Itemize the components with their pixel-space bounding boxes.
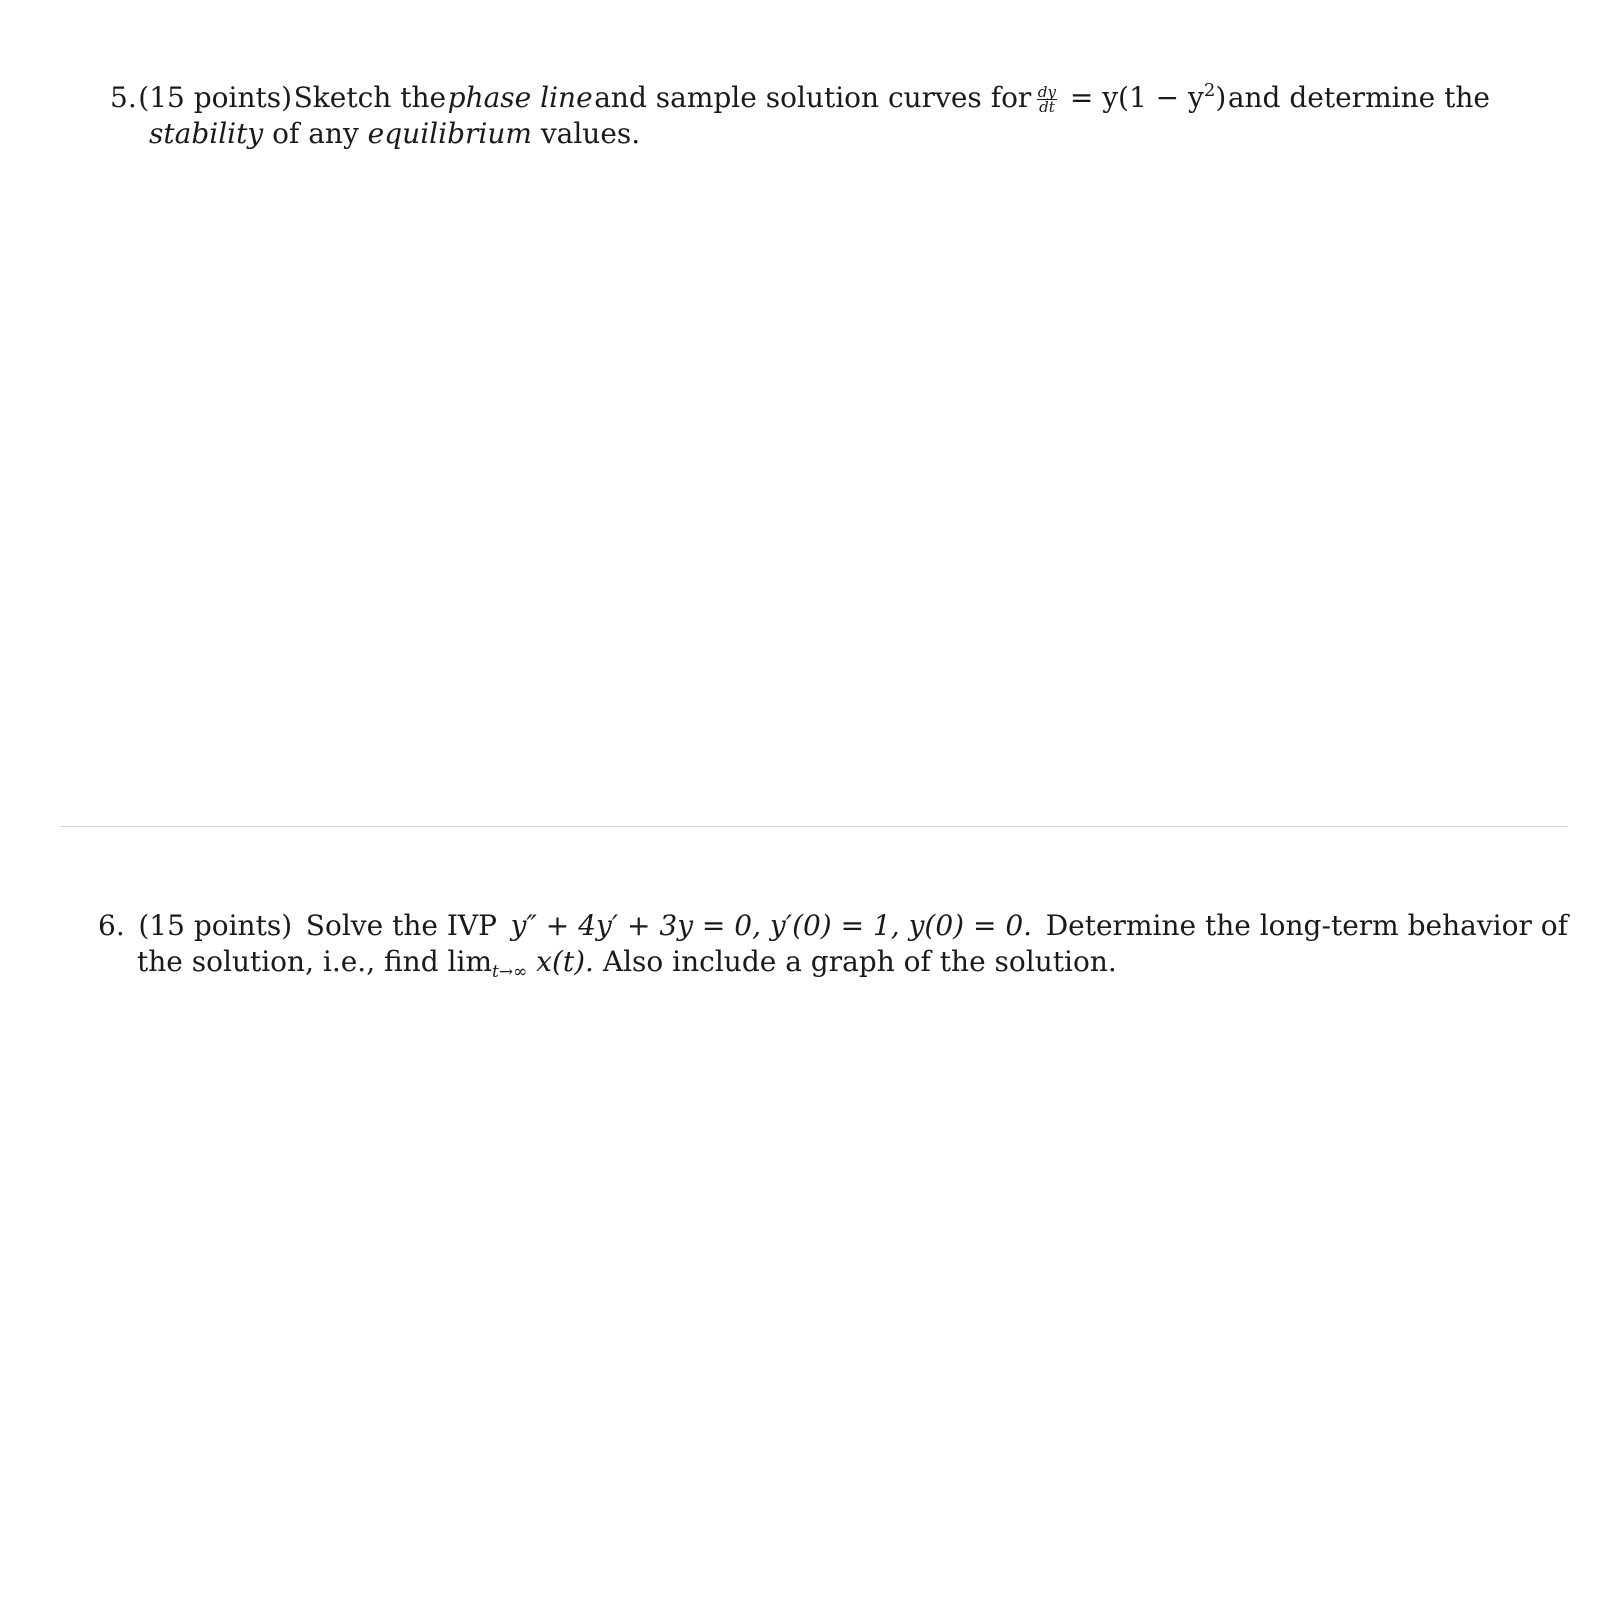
problem-5-term-phase-line: phase line: [447, 81, 593, 114]
problem-5-points: (15 points): [138, 81, 293, 114]
problem-5-text-d: of any: [272, 117, 359, 150]
problem-5-equation: [1033, 80, 1226, 116]
problem-5-line-1: [110, 80, 1490, 116]
problem-6-ivp-equation: y″ + 4y′ + 3y = 0, y′(0) = 1, y(0) = 0.: [510, 909, 1033, 942]
problem-5-text-e: values.: [540, 117, 641, 150]
limit-subscript: t→∞: [492, 962, 528, 982]
problem-6-line-1: [98, 908, 1568, 944]
problem-5-number: 5.: [110, 81, 137, 114]
equation-exponent: 2: [1203, 80, 1216, 101]
problem-5-term-stability: stability: [149, 117, 264, 150]
problem-6: [98, 908, 1568, 980]
problem-5-text-b: and sample solution curves for: [594, 81, 1032, 114]
problem-6-number: 6.: [98, 909, 125, 942]
problem-6-text-b: Determine the long-term behavior of: [1045, 909, 1568, 942]
derivative-fraction: [1037, 82, 1057, 116]
problem-5-line-2: [110, 116, 1490, 152]
equation-rhs-a: = y(1 − y: [1069, 81, 1204, 114]
problem-5-term-equilibrium: equilibrium: [367, 117, 532, 150]
problem-6-points: (15 points): [138, 909, 293, 942]
problem-6-line-2: [98, 944, 1568, 980]
problem-6-text-a: Solve the IVP: [305, 909, 497, 942]
problem-5: [110, 80, 1490, 152]
equation-rhs-b: ): [1215, 81, 1227, 114]
problem-5-text-a: Sketch the: [293, 81, 447, 114]
fraction-numerator: dy: [1037, 82, 1056, 101]
limit-expression: x(t).: [536, 945, 594, 978]
fraction-denominator: dt: [1039, 97, 1055, 116]
problem-5-text-c: and determine the: [1227, 81, 1490, 114]
problem-6-text-c: the solution, i.e., find lim: [137, 945, 492, 978]
problem-6-text-d: Also include a graph of the solution.: [602, 945, 1117, 978]
section-divider: [60, 826, 1568, 827]
